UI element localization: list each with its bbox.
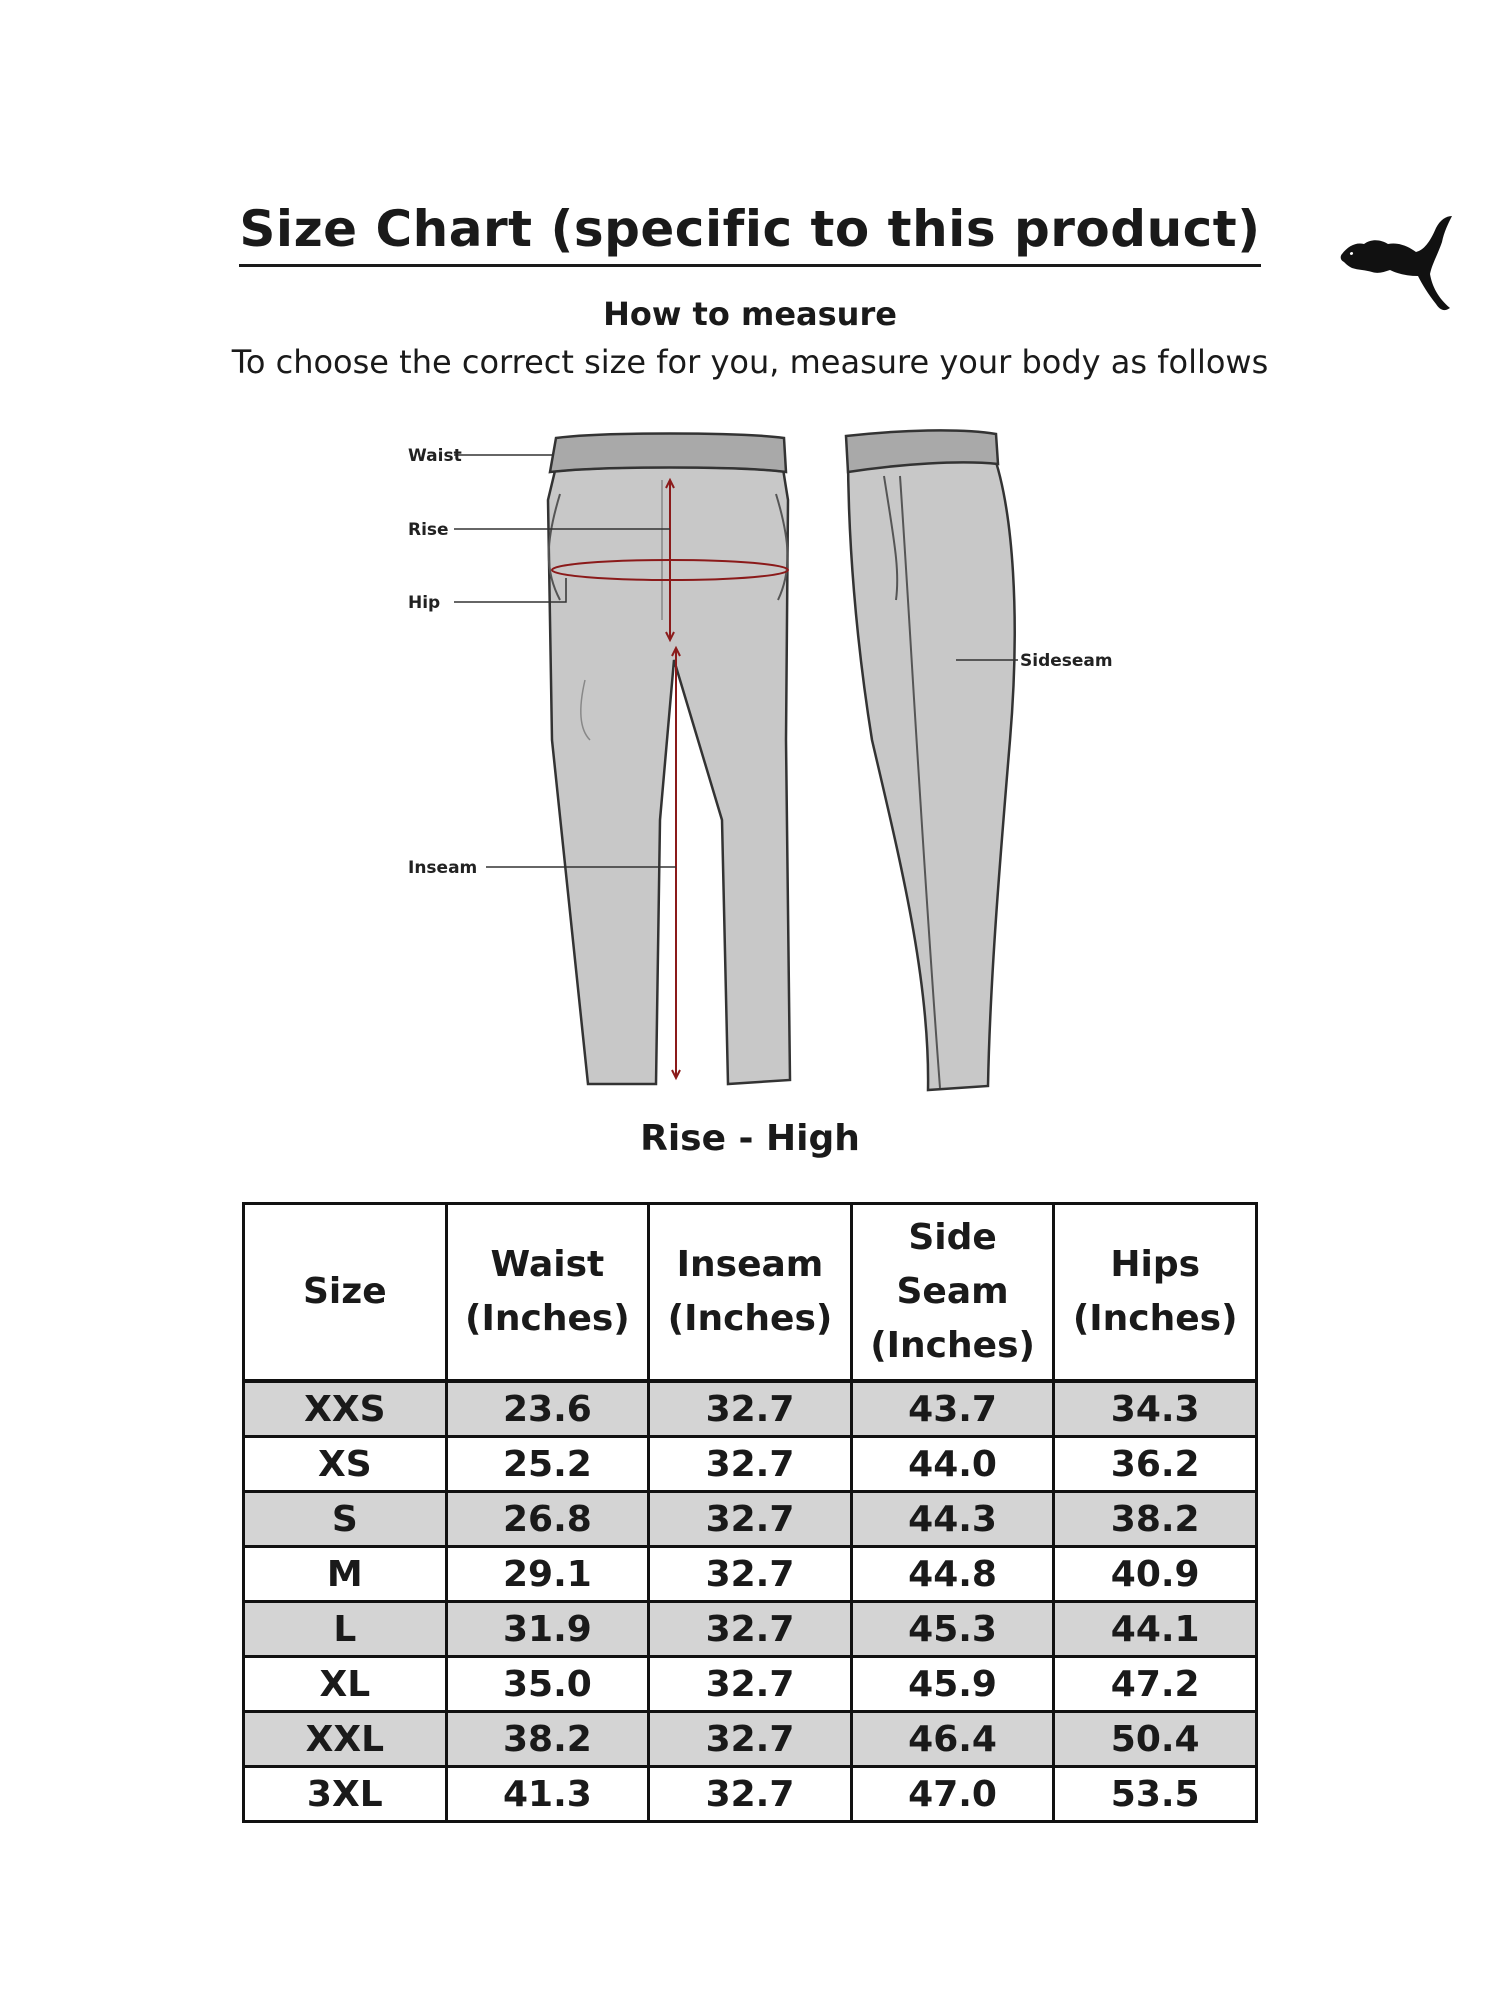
size-cell: M — [244, 1547, 447, 1602]
column-header-line: Inseam — [676, 1244, 824, 1285]
table-cell: 44.3 — [851, 1492, 1054, 1547]
size-cell: XS — [244, 1437, 447, 1492]
table-cell: 50.4 — [1054, 1712, 1257, 1767]
column-header-line: (Inches) — [1072, 1298, 1238, 1339]
how-to-measure-heading: How to measure — [603, 295, 897, 333]
column-header-line: Size — [302, 1271, 387, 1312]
page-title: Size Chart (specific to this product) — [0, 200, 1500, 258]
table-row — [244, 1657, 1257, 1712]
column-header-line: (Inches) — [870, 1325, 1035, 1366]
column-header — [649, 1204, 852, 1382]
table-cell: 44.1 — [1054, 1602, 1257, 1657]
column-header-line: Seam — [896, 1271, 1009, 1312]
table-row — [244, 1767, 1257, 1822]
table-cell: 31.9 — [446, 1602, 649, 1657]
sideseam-label: Sideseam — [1020, 651, 1113, 671]
column-header — [446, 1204, 649, 1382]
table-cell: 29.1 — [446, 1547, 649, 1602]
table-cell: 32.7 — [649, 1492, 852, 1547]
table-cell: 32.7 — [649, 1712, 852, 1767]
inseam-label: Inseam — [408, 858, 478, 878]
table-row — [244, 1437, 1257, 1492]
table-cell: 44.0 — [851, 1437, 1054, 1492]
table-cell: 44.8 — [851, 1547, 1054, 1602]
table-cell: 36.2 — [1054, 1437, 1257, 1492]
table-cell: 47.2 — [1054, 1657, 1257, 1712]
table-cell: 34.3 — [1054, 1381, 1257, 1437]
table-cell: 32.7 — [649, 1602, 852, 1657]
table-row — [244, 1492, 1257, 1547]
table-cell: 23.6 — [446, 1381, 649, 1437]
measure-instruction: To choose the correct size for you, measure your body as follows — [231, 343, 1269, 381]
table-header-row — [244, 1204, 1257, 1382]
table-cell: 32.7 — [649, 1437, 852, 1492]
table-row — [244, 1602, 1257, 1657]
table-cell: 43.7 — [851, 1381, 1054, 1437]
table-cell: 38.2 — [1054, 1492, 1257, 1547]
size-cell: XXL — [244, 1712, 447, 1767]
table-cell: 35.0 — [446, 1657, 649, 1712]
table-cell: 25.2 — [446, 1437, 649, 1492]
size-cell: XXS — [244, 1381, 447, 1437]
hip-label: Hip — [408, 593, 441, 613]
table-cell: 32.7 — [649, 1381, 852, 1437]
column-header — [244, 1204, 447, 1382]
waist-label: Waist — [408, 446, 462, 466]
table-cell: 46.4 — [851, 1712, 1054, 1767]
column-header — [1054, 1204, 1257, 1382]
table-cell: 45.9 — [851, 1657, 1054, 1712]
rise-note: Rise - High — [640, 1118, 860, 1159]
column-header-line: Hips — [1110, 1244, 1201, 1285]
size-table — [242, 1202, 1258, 1823]
table-cell: 47.0 — [851, 1767, 1054, 1822]
column-header-line: (Inches) — [667, 1298, 833, 1339]
table-cell: 38.2 — [446, 1712, 649, 1767]
rise-label: Rise — [408, 520, 449, 540]
table-cell: 40.9 — [1054, 1547, 1257, 1602]
table-cell: 32.7 — [649, 1767, 852, 1822]
table-body — [244, 1381, 1257, 1822]
table-row — [244, 1712, 1257, 1767]
table-cell: 32.7 — [649, 1547, 852, 1602]
table-cell: 53.5 — [1054, 1767, 1257, 1822]
size-cell: 3XL — [244, 1767, 447, 1822]
table-cell: 41.3 — [446, 1767, 649, 1822]
pants-measurement-diagram — [400, 420, 1113, 1100]
column-header-line: Side — [908, 1217, 997, 1258]
table-row — [244, 1381, 1257, 1437]
table-cell: 45.3 — [851, 1602, 1054, 1657]
size-cell: S — [244, 1492, 447, 1547]
table-row — [244, 1547, 1257, 1602]
column-header-line: (Inches) — [465, 1298, 630, 1339]
size-cell: XL — [244, 1657, 447, 1712]
side-pants-illustration — [846, 430, 1015, 1090]
size-cell: L — [244, 1602, 447, 1657]
table-cell: 32.7 — [649, 1657, 852, 1712]
column-header-line: Waist — [490, 1244, 605, 1285]
table-cell: 26.8 — [446, 1492, 649, 1547]
column-header — [851, 1204, 1054, 1382]
